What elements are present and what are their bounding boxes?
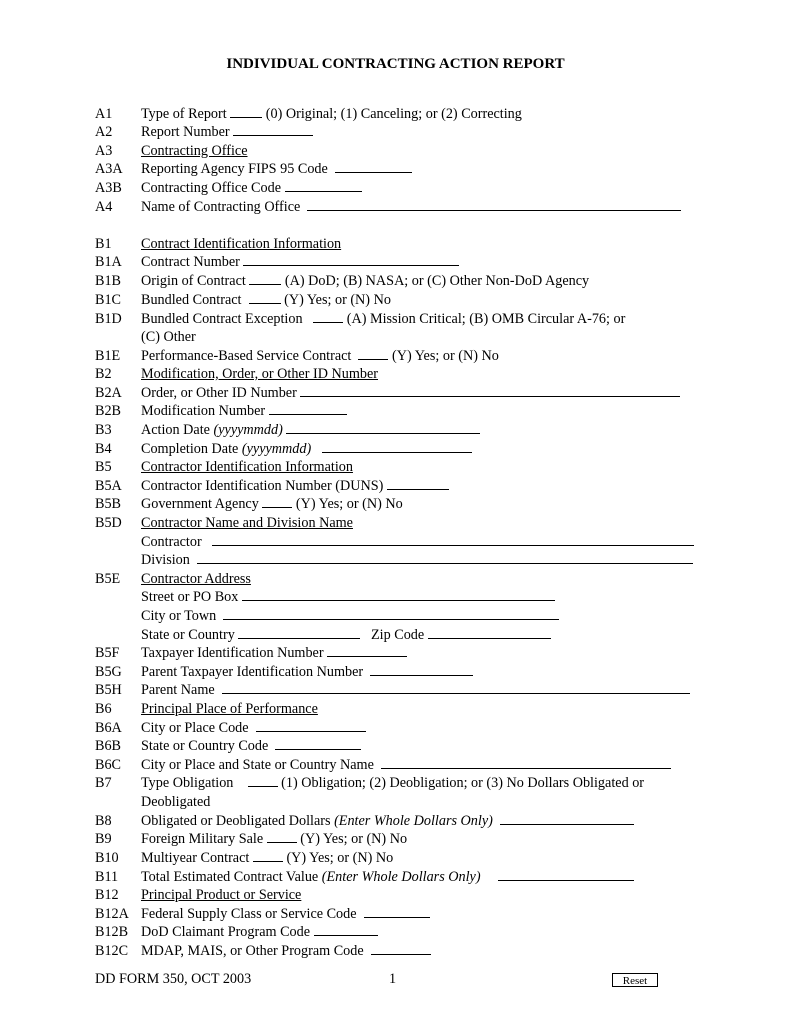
item-code: A2 xyxy=(95,124,113,140)
section-heading: Principal Place of Performance xyxy=(141,701,318,717)
duns-field[interactable] xyxy=(387,477,449,490)
item-label: City or Place Code xyxy=(141,720,249,736)
section-heading: Principal Product or Service xyxy=(141,887,302,903)
report-number-field[interactable] xyxy=(233,123,313,136)
item-code: B5 xyxy=(95,459,112,475)
item-code: B12B xyxy=(95,924,129,940)
item-hint: (Enter Whole Dollars Only) xyxy=(321,869,481,885)
type-of-report-field[interactable] xyxy=(230,105,262,118)
item-options: (1) Obligation; (2) Deobligation; or (3) No Dollars Obligated or xyxy=(281,775,645,791)
division-name-field[interactable] xyxy=(197,551,693,564)
foreign-military-sale-field[interactable] xyxy=(267,830,297,843)
item-code: A1 xyxy=(95,106,113,122)
item-code: A3A xyxy=(95,161,123,177)
parent-name-field[interactable] xyxy=(222,681,690,694)
item-code: B6A xyxy=(95,720,122,736)
contractor-name-field[interactable] xyxy=(212,533,694,546)
item-options: (A) Mission Critical; (B) OMB Circular A-76; or xyxy=(346,311,626,327)
government-agency-field[interactable] xyxy=(262,495,292,508)
item-label: Contractor Identification Number (DUNS) xyxy=(141,478,384,494)
obligated-dollars-field[interactable] xyxy=(500,812,634,825)
zip-code-field[interactable] xyxy=(428,626,551,639)
item-hint: (Enter Whole Dollars Only) xyxy=(334,813,493,829)
bundled-contract-field[interactable] xyxy=(249,291,281,304)
item-code: B1B xyxy=(95,273,122,289)
completion-date-field[interactable] xyxy=(322,440,472,453)
item-label: Performance-Based Service Contract xyxy=(141,348,352,364)
section-heading: Contractor Address xyxy=(141,571,251,587)
place-name-field[interactable] xyxy=(381,756,671,769)
reset-button[interactable]: Reset xyxy=(612,973,658,987)
section-heading: Contractor Name and Division Name xyxy=(141,515,353,531)
taxpayer-id-field[interactable] xyxy=(327,644,407,657)
item-label: Origin of Contract xyxy=(141,273,246,289)
item-options: (Y) Yes; or (N) No xyxy=(295,496,403,512)
section-heading: Contracting Office xyxy=(141,143,248,159)
item-label: Type of Report xyxy=(141,106,227,122)
bundled-exception-field[interactable] xyxy=(313,310,343,323)
item-code: B3 xyxy=(95,422,112,438)
item-label: Action Date xyxy=(141,422,210,438)
item-code: B6 xyxy=(95,701,112,717)
item-code: B11 xyxy=(95,869,119,885)
contracting-office-name-field[interactable] xyxy=(307,198,681,211)
item-code: B7 xyxy=(95,775,112,791)
item-label: City or Town xyxy=(141,608,217,624)
street-field[interactable] xyxy=(242,588,555,601)
item-code: A4 xyxy=(95,199,113,215)
performance-based-field[interactable] xyxy=(358,347,388,360)
item-code: B12A xyxy=(95,906,129,922)
item-options: (Y) Yes; or (N) No xyxy=(284,292,391,308)
program-code-field[interactable] xyxy=(371,942,431,955)
item-label: Parent Name xyxy=(141,682,215,698)
city-field[interactable] xyxy=(223,607,559,620)
item-label: Reporting Agency FIPS 95 Code xyxy=(141,161,328,177)
item-code: B2A xyxy=(95,385,122,401)
item-code: B5A xyxy=(95,478,122,494)
item-label: Contract Number xyxy=(141,254,240,270)
supply-class-code-field[interactable] xyxy=(364,905,430,918)
section-heading: Contractor Identification Information xyxy=(141,459,353,475)
section-heading: Modification, Order, or Other ID Number xyxy=(141,366,379,382)
item-code: B5F xyxy=(95,645,120,661)
item-label: Order, or Other ID Number xyxy=(141,385,297,401)
item-label: Street or PO Box xyxy=(141,589,239,605)
item-label: Completion Date xyxy=(141,441,239,457)
item-label: Government Agency xyxy=(141,496,259,512)
item-label: Contractor xyxy=(141,534,202,550)
item-code: B4 xyxy=(95,441,112,457)
contracting-office-code-field[interactable] xyxy=(285,179,362,192)
item-code: A3 xyxy=(95,143,113,159)
item-label: Foreign Military Sale xyxy=(141,831,264,847)
item-code: B5G xyxy=(95,664,122,680)
item-label: DoD Claimant Program Code xyxy=(141,924,311,940)
page-number: 1 xyxy=(389,971,397,987)
item-code: A3B xyxy=(95,180,122,196)
state-country-code-field[interactable] xyxy=(275,737,361,750)
item-code: B9 xyxy=(95,831,112,847)
item-hint: (yyyymmdd) xyxy=(241,441,312,457)
item-label: Parent Taxpayer Identification Number xyxy=(141,664,364,680)
item-label: State or Country Code xyxy=(141,738,269,754)
item-code: B1C xyxy=(95,292,122,308)
item-code: B6B xyxy=(95,738,122,754)
item-code: B5D xyxy=(95,515,122,531)
item-label: Type Obligation xyxy=(141,775,234,791)
item-code: B8 xyxy=(95,813,112,829)
estimated-value-field[interactable] xyxy=(498,868,634,881)
item-options: (Y) Yes; or (N) No xyxy=(286,850,394,866)
item-label: Bundled Contract xyxy=(141,292,242,308)
form-title: INDIVIDUAL CONTRACTING ACTION REPORT xyxy=(226,56,565,72)
parent-taxpayer-id-field[interactable] xyxy=(370,663,473,676)
item-options: (0) Original; (1) Canceling; or (2) Correcting xyxy=(265,106,522,122)
item-label: Name of Contracting Office xyxy=(141,199,301,215)
item-options: (Y) Yes; or (N) No xyxy=(300,831,408,847)
item-label: Bundled Contract Exception xyxy=(141,311,303,327)
item-options: (Y) Yes; or (N) No xyxy=(392,348,499,364)
zip-label: Zip Code xyxy=(370,627,425,643)
item-code: B6C xyxy=(95,757,122,773)
item-label: Division xyxy=(141,552,190,568)
modification-number-field[interactable] xyxy=(269,402,347,415)
item-label: City or Place and State or Country Name xyxy=(141,757,374,773)
city-place-code-field[interactable] xyxy=(256,719,366,732)
item-code: B2 xyxy=(95,366,112,382)
item-code: B1 xyxy=(95,236,112,252)
item-label: Multiyear Contract xyxy=(141,850,250,866)
item-label: MDAP, MAIS, or Other Program Code xyxy=(141,943,364,959)
item-code: B1D xyxy=(95,311,122,327)
multiyear-contract-field[interactable] xyxy=(253,849,283,862)
item-code: B5E xyxy=(95,571,121,587)
claimant-program-code-field[interactable] xyxy=(314,923,378,936)
item-label: Obligated or Deobligated Dollars xyxy=(141,813,331,829)
item-hint: (yyyymmdd) xyxy=(213,422,283,438)
item-code: B5H xyxy=(95,682,122,698)
item-label: Report Number xyxy=(141,124,230,140)
item-label: Contracting Office Code xyxy=(141,180,281,196)
item-code: B12C xyxy=(95,943,129,959)
item-code: B12 xyxy=(95,887,119,903)
item-label: State or Country xyxy=(141,627,235,643)
action-date-field[interactable] xyxy=(286,421,480,434)
item-options-continued: Deobligated xyxy=(141,794,211,810)
section-heading: Contract Identification Information xyxy=(141,236,342,252)
type-obligation-field[interactable] xyxy=(248,774,278,787)
item-code: B1E xyxy=(95,348,121,364)
item-label: Federal Supply Class or Service Code xyxy=(141,906,357,922)
state-field[interactable] xyxy=(238,626,360,639)
item-code: B5B xyxy=(95,496,122,512)
order-id-field[interactable] xyxy=(300,384,680,397)
item-label: Total Estimated Contract Value xyxy=(141,869,319,885)
item-options: (A) DoD; (B) NASA; or (C) Other Non-DoD Agency xyxy=(284,273,590,289)
item-code: B10 xyxy=(95,850,119,866)
item-code: B2B xyxy=(95,403,122,419)
item-options-continued: (C) Other xyxy=(141,329,196,345)
form-identifier: DD FORM 350, OCT 2003 xyxy=(95,971,252,987)
origin-of-contract-field[interactable] xyxy=(249,272,281,285)
item-label: Taxpayer Identification Number xyxy=(141,645,324,661)
item-code: B1A xyxy=(95,254,122,270)
fips-code-field[interactable] xyxy=(335,160,412,173)
contract-number-field[interactable] xyxy=(243,253,459,266)
item-label: Modification Number xyxy=(141,403,266,419)
